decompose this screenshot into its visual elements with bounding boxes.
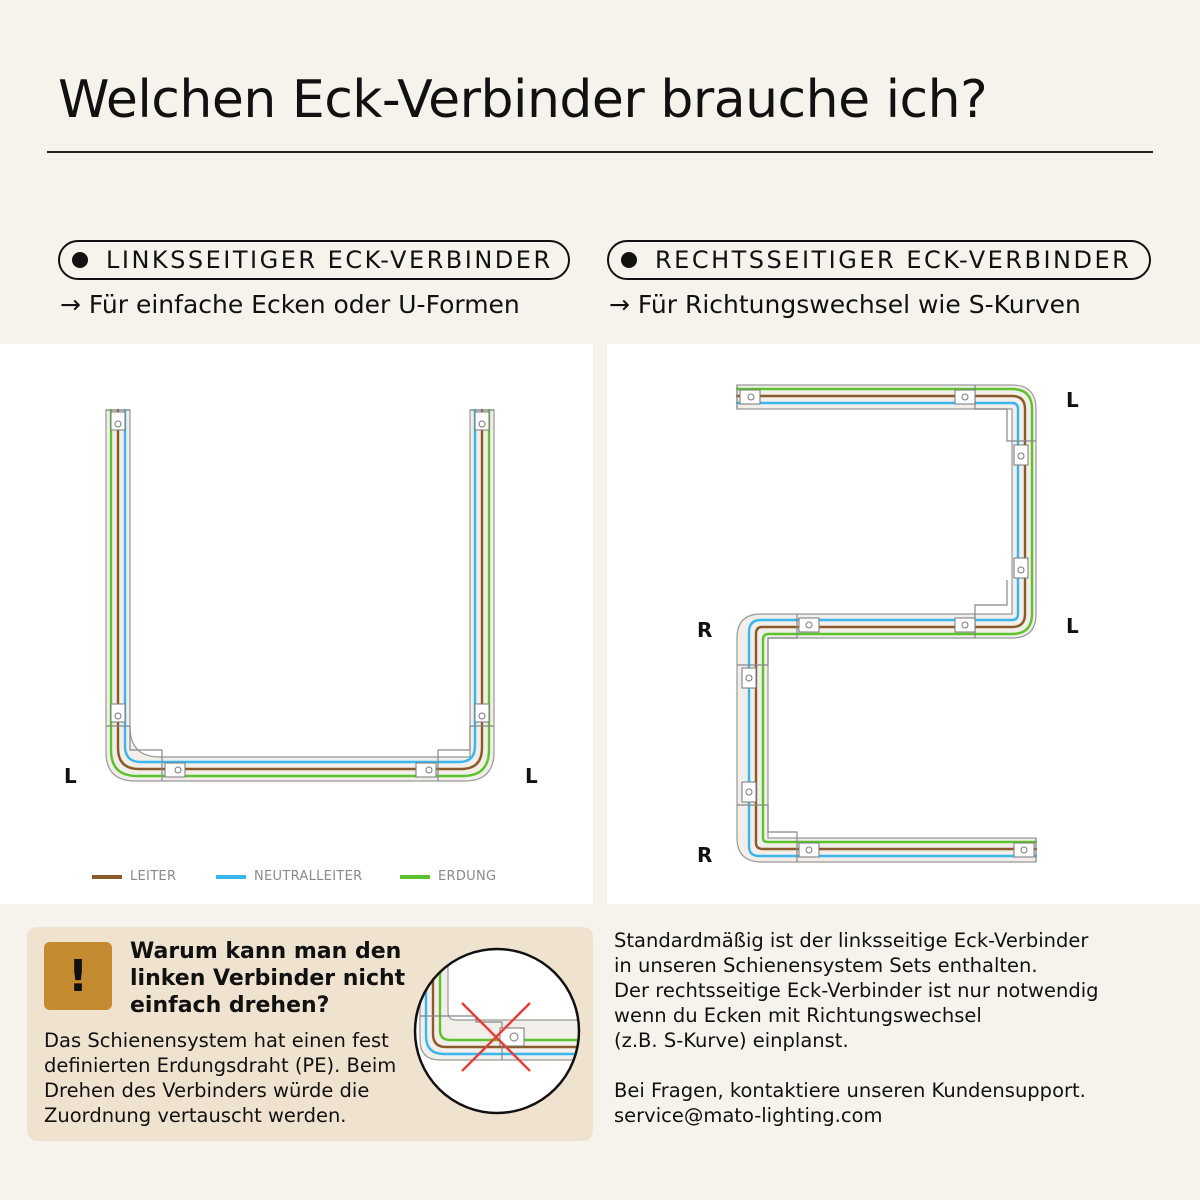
right-connector-label: L: [1066, 388, 1079, 412]
note-line: Der rechtsseitige Eck-Verbinder ist nur notwendig: [614, 979, 1099, 1002]
right-subtitle: → Für Richtungswechsel wie S-Kurven: [609, 290, 1081, 319]
support-line: Bei Fragen, kontaktiere unseren Kundensupport.: [614, 1079, 1086, 1102]
left-subtitle: → Für einfache Ecken oder U-Formen: [60, 290, 520, 319]
right-connector-label: R: [697, 843, 713, 867]
warning-text: Das Schienensystem hat einen fest definierten Erdungsdraht (PE). Beim Drehen des Verbinders würde die Zuordnung vertauscht werden.: [44, 1029, 397, 1127]
warning-icon: !: [44, 942, 112, 1010]
right-connector-label: R: [697, 618, 713, 642]
legend-label: LEITER: [130, 869, 177, 884]
left-connector-label: L: [525, 764, 538, 788]
right-connector-label: L: [1066, 614, 1079, 638]
legend-label: ERDUNG: [438, 869, 497, 884]
left-badge-label: LINKSSEITIGER ECK-VERBINDER: [106, 246, 553, 274]
legend-label: NEUTRALLEITER: [254, 869, 363, 884]
note-line: in unseren Schienensystem Sets enthalten.: [614, 954, 1038, 977]
right-badge-label: RECHTSSEITIGER ECK-VERBINDER: [655, 246, 1132, 274]
standard-note: [614, 928, 1174, 1128]
note-line: Standardmäßig ist der linksseitige Eck-Verbinder: [614, 929, 1089, 952]
support-email-link[interactable]: service@mato-lighting.com: [614, 1104, 883, 1127]
warning-heading: Warum kann man den linken Verbinder nicht einfach drehen?: [130, 939, 406, 1018]
left-connector-label: L: [64, 764, 77, 788]
note-line: wenn du Ecken mit Richtungswechsel: [614, 1004, 982, 1027]
page-title: Welchen Eck-Verbinder brauche ich?: [58, 70, 988, 130]
note-line: (z.B. S-Kurve) einplanst.: [614, 1029, 849, 1052]
